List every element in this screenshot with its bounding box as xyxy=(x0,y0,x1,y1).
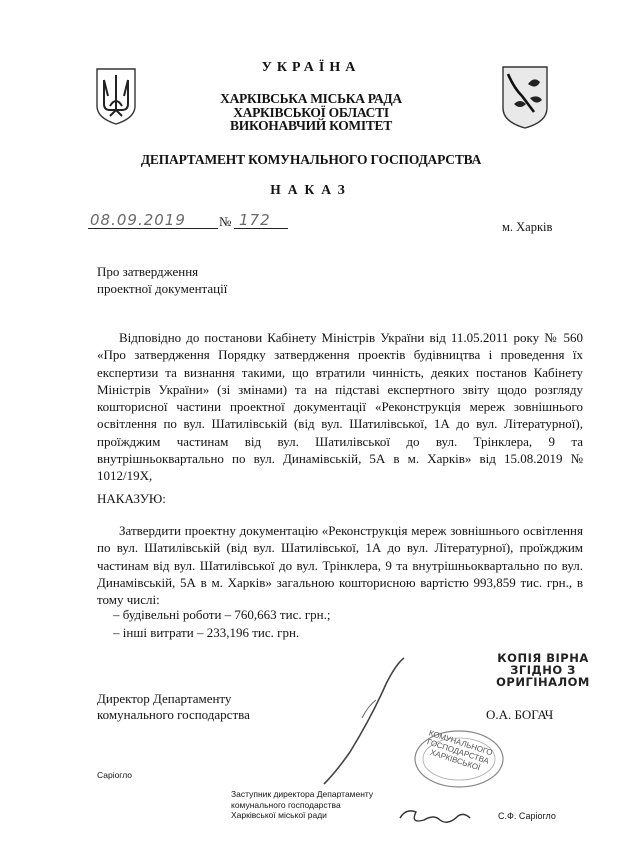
preamble-text: Відповідно до постанови Кабінету Міністрів України від 11.05.2011 року № 560 «Про затвердження Порядку затвердження проектів будівництва і проведення їх експертизи та визнання такими, що втратили чинність, деяких постанов Кабінету Міністрів України» (зі змінами) та на підставі експертного звіту щодо розгляду кошторисної частини проектної документації «Реконструкція мереж зовнішнього освітлення по вул. Шатилівській (від вул. Шатилівської, 1А до вул. Літературної), проїжджим частинам від вул. Шатилівської до вул. Трінклера, 9 та внутрішньоквартально по вул. Динамівській, 5А в м. Харків» від 15.08.2019 № 1012/19Х, xyxy=(97,330,583,484)
role-line-2: комунального господарства xyxy=(97,707,250,722)
country-heading: УКРАЇНА xyxy=(261,60,361,75)
order-number: 172 xyxy=(239,211,271,229)
role-line-1: Директор Департаменту xyxy=(97,691,232,706)
org-line-3: ВИКОНАВЧИЙ КОМІТЕТ xyxy=(230,118,392,133)
cost-item-other: – інші витрати – 233,196 тис. грн. xyxy=(113,625,300,640)
document-type-heading: НАКАЗ xyxy=(270,182,352,197)
cost-item-construction: – будівельні роботи – 760,663 тис. грн.; xyxy=(113,607,331,622)
subject-line-1: Про затвердження xyxy=(97,264,199,279)
cert-line-3: Харківської міської ради xyxy=(231,810,327,820)
order-date: 08.09.2019 xyxy=(90,211,186,229)
number-label: № xyxy=(219,214,232,229)
org-line-2: ХАРКІВСЬКОЇ ОБЛАСТІ xyxy=(233,104,389,120)
cert-line-2: комунального господарства xyxy=(231,799,341,810)
stamp-line-1: КОПІЯ ВІРНА xyxy=(497,651,589,665)
resolution-text: Затвердити проектну документацію «Реконструкція мереж зовнішнього освітлення по вул. Шатилівській (від вул. Шатилівської, 1А до вул. Літературної), проїжджим частинам від вул. Шатилівської до вул. Трінклера, 9 та внутрішньоквартально по вул. Динамівській, 5А в м. Харків» загальною кошторисною вартістю 993,859 тис. грн., в тому числі: xyxy=(97,523,583,608)
executor-name: Саріогло xyxy=(97,770,133,780)
stamp-line-2: ЗГІДНО З xyxy=(510,663,576,677)
department-heading: ДЕПАРТАМЕНТ КОМУНАЛЬНОГО ГОСПОДАРСТВА xyxy=(140,152,482,167)
stamp-line-3: ОРИГІНАЛОМ xyxy=(496,675,590,689)
decree-word: НАКАЗУЮ: xyxy=(97,491,166,506)
signatory-name: О.А. БОГАЧ xyxy=(486,707,554,722)
round-seal-text: КОМУНАЛЬНОГО ГОСПОДАРСТВА ХАРКІВСЬКОЇ xyxy=(425,728,494,773)
subject-line-2: проектної документації xyxy=(97,281,228,296)
city: м. Харків xyxy=(502,220,553,234)
cert-line-1: Заступник директора Департаменту xyxy=(231,789,374,799)
org-line-1: ХАРКІВСЬКА МІСЬКА РАДА xyxy=(220,91,402,106)
certifier-name: С.Ф. Саріогло xyxy=(498,811,556,821)
